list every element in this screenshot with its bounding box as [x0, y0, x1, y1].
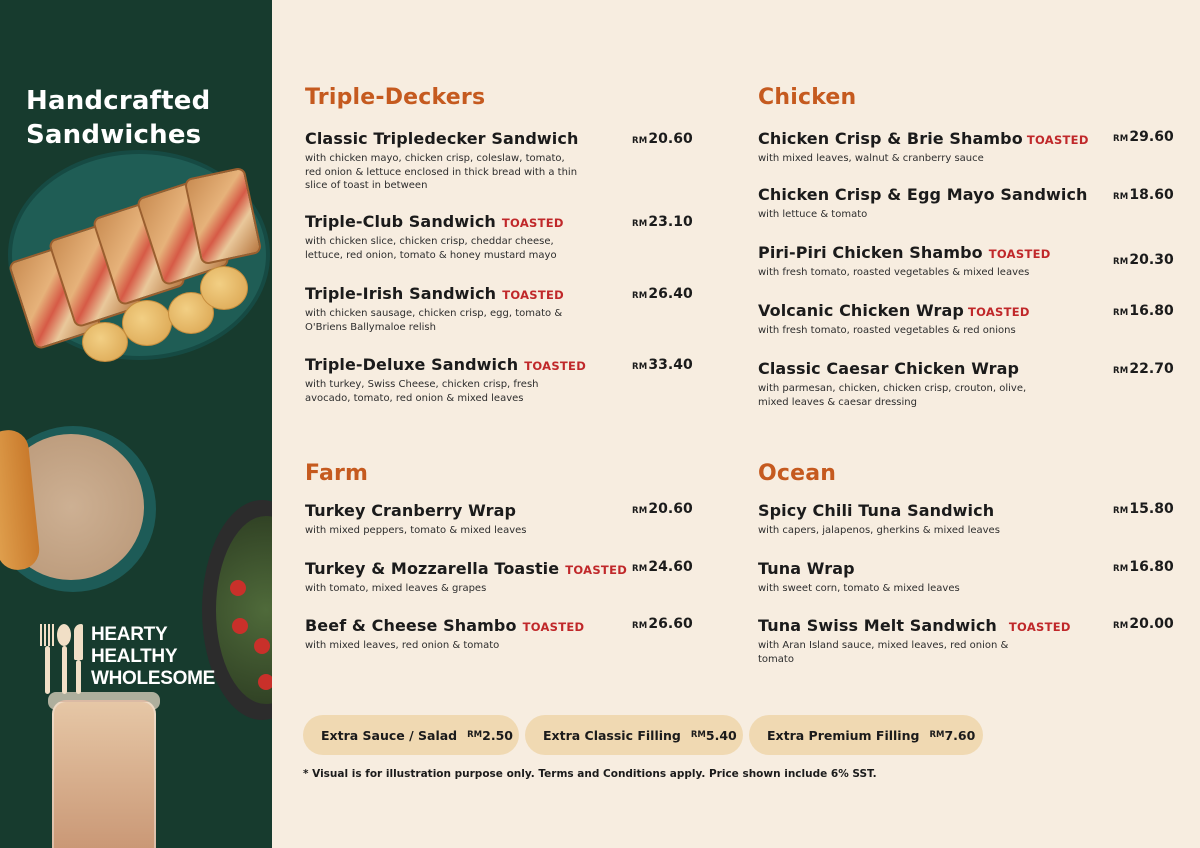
item-description: with turkey, Swiss Cheese, chicken crisp, fresh avocado, tomato, red onion & mixed leaves [305, 379, 539, 404]
item-name: Turkey Cranberry Wrap [305, 501, 517, 520]
item-price: RM20.60 [632, 131, 693, 147]
item-description: with Aran Island sauce, mixed leaves, red onion & tomato [758, 640, 1009, 665]
item-price: RM16.80 [1113, 559, 1174, 575]
item-price: RM20.00 [1113, 616, 1174, 632]
extra-price: 5.40 [705, 727, 737, 743]
brand-tagline [91, 624, 215, 690]
spoon-icon [57, 624, 71, 694]
item-name: Triple-Deluxe Sandwich [305, 355, 519, 374]
item-description: with chicken sausage, chicken crisp, egg, tomato & O'Briens Ballymaloe relish [305, 308, 563, 333]
item-name: Tuna Wrap [758, 559, 855, 578]
extra-classic-filling-pill [525, 715, 743, 755]
item-name: Chicken Crisp & Brie Shambo [758, 129, 1023, 148]
item-price: RM23.10 [632, 214, 693, 230]
extra-sauce-salad-pill [303, 715, 519, 755]
item-name: Chicken Crisp & Egg Mayo Sandwich [758, 185, 1088, 204]
item-name: Piri-Piri Chicken Shambo [758, 243, 983, 262]
section-title-farm: Farm [305, 461, 369, 486]
item-name: Tuna Swiss Melt Sandwich [758, 616, 997, 635]
chip-image [82, 322, 128, 362]
section-title-triple-deckers: Triple-Deckers [305, 85, 486, 110]
item-name: Classic Tripledecker Sandwich [305, 129, 579, 148]
toasted-badge: TOASTED [1008, 620, 1071, 634]
menu-item [758, 359, 1158, 409]
item-description: with fresh tomato, roasted vegetables & mixed leaves [758, 267, 1030, 278]
item-price: RM29.60 [1113, 129, 1174, 145]
title-line-2: Sandwiches [26, 120, 202, 150]
item-price: RM26.40 [632, 286, 693, 302]
chip-image [200, 266, 248, 310]
item-description: with tomato, mixed leaves & grapes [305, 583, 487, 594]
toasted-badge: TOASTED [522, 620, 585, 634]
menu-item [758, 501, 1158, 538]
item-name: Classic Caesar Chicken Wrap [758, 359, 1020, 378]
item-description: with mixed peppers, tomato & mixed leaves [305, 525, 527, 536]
item-price: RM20.30 [1113, 252, 1174, 268]
item-price: RM33.40 [632, 357, 693, 373]
item-description: with sweet corn, tomato & mixed leaves [758, 583, 960, 594]
item-price: RM22.70 [1113, 361, 1174, 377]
item-name: Triple-Irish Sandwich [305, 284, 497, 303]
item-description: with mixed leaves, walnut & cranberry sauce [758, 153, 984, 164]
item-name: Volcanic Chicken Wrap [758, 301, 964, 320]
item-price: RM26.60 [632, 616, 693, 632]
item-description: with capers, jalapenos, gherkins & mixed leaves [758, 525, 1000, 536]
extra-price: 7.60 [944, 727, 976, 743]
title-line-1: Handcrafted [26, 86, 211, 116]
extra-currency: RM [690, 730, 706, 740]
toasted-badge: TOASTED [501, 216, 564, 230]
toasted-badge: TOASTED [524, 359, 587, 373]
extra-currency: RM [467, 730, 483, 740]
item-description: with parmesan, chicken, chicken crisp, crouton, olive, mixed leaves & caesar dressing [758, 383, 1027, 408]
brand-logo [40, 624, 215, 694]
page-title [26, 84, 210, 152]
toasted-badge: TOASTED [502, 288, 565, 302]
item-price: RM24.60 [632, 559, 693, 575]
tagline-wholesome: WHOLESOME [91, 668, 215, 689]
fork-icon [40, 624, 54, 694]
section-title-chicken: Chicken [758, 85, 857, 110]
item-name: Beef & Cheese Shambo [305, 616, 517, 635]
chip-image [122, 300, 172, 346]
item-price: RM20.60 [632, 501, 693, 517]
item-description: with fresh tomato, roasted vegetables & red onions [758, 325, 1016, 336]
extras-row [303, 715, 983, 755]
item-name: Spicy Chili Tuna Sandwich [758, 501, 995, 520]
extra-premium-filling-pill [749, 715, 983, 755]
menu-item [758, 243, 1158, 280]
iced-drink-image [52, 700, 156, 848]
extra-price: 2.50 [482, 727, 513, 743]
extra-label: Extra Sauce / Salad [321, 727, 458, 743]
menu-item [758, 129, 1158, 166]
extra-currency: RM [929, 730, 945, 740]
toasted-badge: TOASTED [1026, 133, 1089, 147]
knife-icon [74, 624, 83, 694]
item-name: Turkey & Mozzarella Toastie [305, 559, 560, 578]
tagline-hearty: HEARTY [91, 624, 168, 645]
menu-item [758, 185, 1158, 222]
toasted-badge: TOASTED [565, 563, 628, 577]
side-panel [0, 0, 272, 848]
toasted-badge: TOASTED [988, 247, 1051, 261]
toasted-badge: TOASTED [967, 305, 1030, 319]
item-price: RM15.80 [1113, 501, 1174, 517]
item-name: Triple-Club Sandwich [305, 212, 496, 231]
menu-item [758, 301, 1158, 338]
item-description: with lettuce & tomato [758, 209, 868, 220]
item-price: RM18.60 [1113, 187, 1174, 203]
extra-label: Extra Classic Filling [543, 727, 681, 743]
footnote: * Visual is for illustration purpose only. Terms and Conditions apply. Price shown include 6% SST. [303, 768, 877, 780]
item-description: with chicken slice, chicken crisp, cheddar cheese, lettuce, red onion, tomato & honey mustard mayo [305, 236, 557, 261]
item-price: RM16.80 [1113, 303, 1174, 319]
menu-item [758, 559, 1158, 596]
item-description: with mixed leaves, red onion & tomato [305, 640, 500, 651]
tagline-healthy: HEALTHY [91, 646, 178, 667]
menu-item [758, 616, 1158, 666]
section-title-ocean: Ocean [758, 461, 837, 486]
extra-label: Extra Premium Filling [767, 727, 920, 743]
item-description: with chicken mayo, chicken crisp, coleslaw, tomato, red onion & lettuce enclosed in thick bread with a thin slice of toast in between [305, 153, 578, 191]
